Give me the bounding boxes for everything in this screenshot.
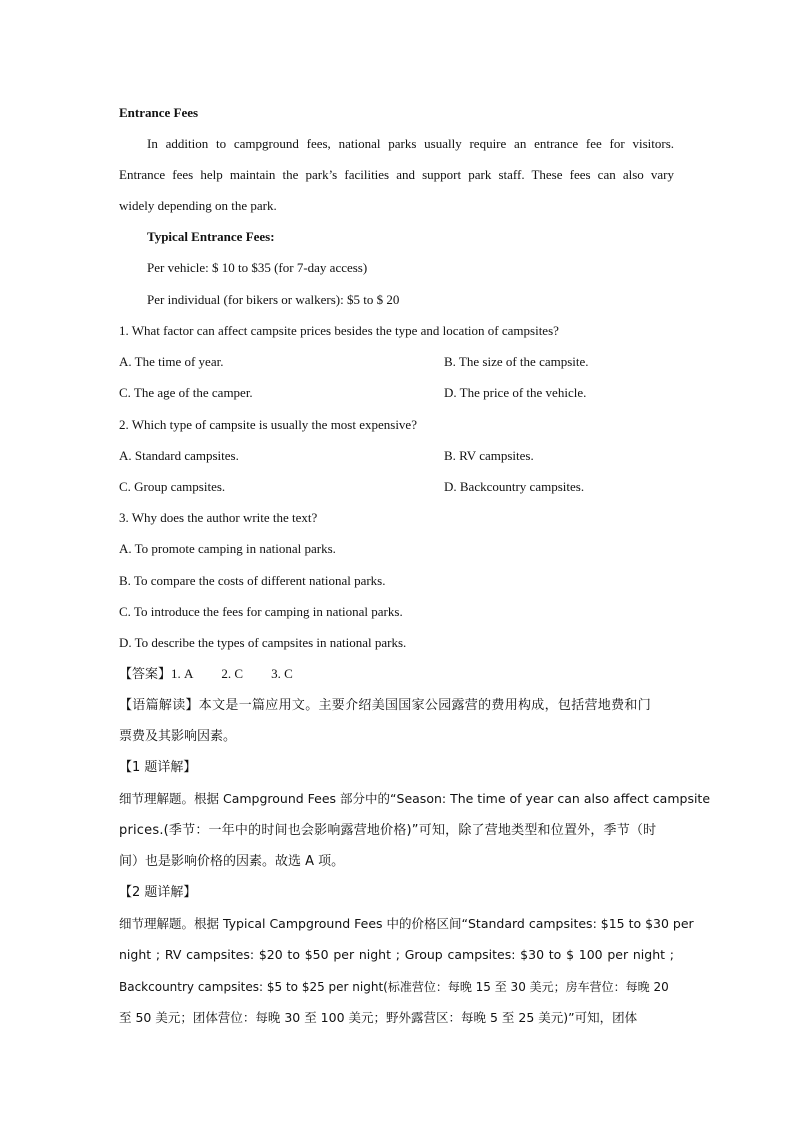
- explanation-line: 细节理解题。根据 Typical Campground Fees 中的价格区间“Standard campsites: $15 to $30 per: [119, 916, 694, 931]
- answer-1: 1. A: [171, 666, 194, 681]
- option-a: A. Standard campsites.: [119, 448, 239, 463]
- answer-label: 【答案】: [119, 667, 172, 682]
- explanation-line: 至 50 美元；团体营位：每晚 30 至 100 美元；野外露营区：每晚 5 至 25 美元)”可知，团体: [119, 1010, 638, 1025]
- option-d: D. To describe the types of campsites in national parks.: [119, 635, 407, 650]
- question-stem: 2. Which type of campsite is usually the most expensive?: [119, 417, 417, 432]
- reading-line: 【语篇解读】本文是一篇应用文。主要介绍美国国家公园露营的费用构成，包括营地费和门: [119, 698, 652, 713]
- fee-item: Per vehicle: $ 10 to $35 (for 7-day access): [147, 260, 368, 275]
- explanation-line: 细节理解题。根据 Campground Fees 部分中的“Season: The time of year can also affect campsite: [119, 791, 711, 806]
- option-b: B. To compare the costs of different national parks.: [119, 573, 386, 588]
- explanation-line: 间）也是影响价格的因素。故选 A 项。: [119, 854, 345, 869]
- paragraph-line: In addition to campground fees, national parks usually require an entrance fee for visitors.: [147, 136, 674, 151]
- option-b: B. RV campsites.: [444, 448, 534, 463]
- paragraph-line: widely depending on the park.: [119, 198, 277, 213]
- answer-line: [119, 665, 293, 684]
- q2-heading: 【2 题详解】: [119, 885, 197, 900]
- fees-subheading: Typical Entrance Fees:: [147, 229, 275, 244]
- fee-item: Per individual (for bikers or walkers): $5 to $ 20: [147, 292, 400, 307]
- option-c: C. To introduce the fees for camping in national parks.: [119, 604, 403, 619]
- option-a: A. The time of year.: [119, 354, 224, 369]
- option-a: A. To promote camping in national parks.: [119, 541, 336, 556]
- option-d: D. The price of the vehicle.: [444, 385, 587, 400]
- paragraph-line: Entrance fees help maintain the park’s facilities and support park staff. These fees can also vary: [119, 167, 674, 182]
- option-c: C. Group campsites.: [119, 479, 226, 494]
- question-stem: 1. What factor can affect campsite prices besides the type and location of campsites?: [119, 323, 559, 338]
- option-d: D. Backcountry campsites.: [444, 479, 585, 494]
- answer-3: 3. C: [271, 666, 293, 681]
- reading-line: 票费及其影响因素。: [119, 729, 237, 744]
- option-b: B. The size of the campsite.: [444, 354, 589, 369]
- explanation-line: Backcountry campsites: $5 to $25 per night(标准营位：每晚 15 至 30 美元；房车营位：每晚 20: [119, 980, 669, 994]
- section-heading: Entrance Fees: [119, 105, 199, 120]
- option-c: C. The age of the camper.: [119, 385, 253, 400]
- q1-heading: 【1 题详解】: [119, 760, 197, 775]
- question-stem: 3. Why does the author write the text?: [119, 510, 318, 525]
- explanation-line: night ; RV campsites: $20 to $50 per night ; Group campsites: $30 to $ 100 per night ;: [119, 947, 674, 962]
- explanation-line: prices.(季节：一年中的时间也会影响露营地价格)”可知，除了营地类型和位置外，季节（时: [119, 823, 657, 838]
- answer-2: 2. C: [221, 666, 244, 681]
